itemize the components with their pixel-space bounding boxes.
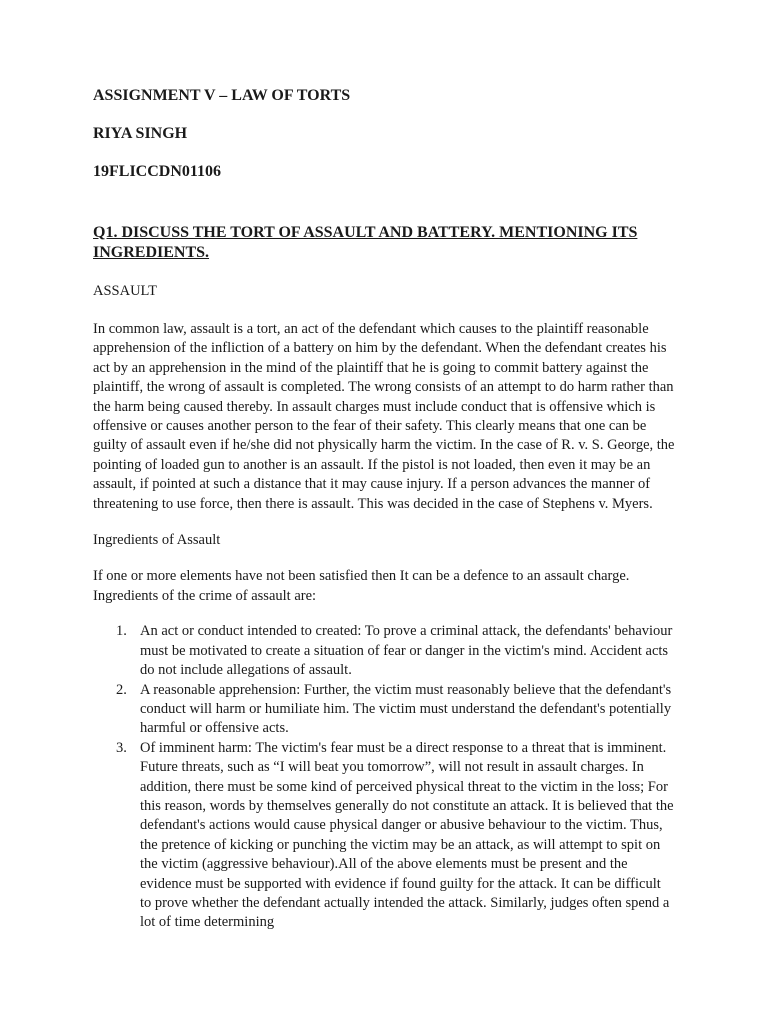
question-heading: Q1. DISCUSS THE TORT OF ASSAULT AND BATTERY. MENTIONING ITS INGREDIENTS. <box>93 224 638 261</box>
student-id: 19FLICCDN01106 <box>93 163 222 180</box>
section-title-assault: ASSAULT <box>93 283 157 299</box>
list-item-number: 1. <box>116 623 127 640</box>
list-item <box>93 739 675 933</box>
list-item-text: An act or conduct intended to created: To prove a criminal attack, the defendants' behaviour must be motivated to create a situation of fear or danger in the victim's mind. Accident acts do not include allegations of assault. <box>140 623 673 679</box>
ingredients-subheading: Ingredients of Assault <box>93 532 221 549</box>
student-name: RIYA SINGH <box>93 125 188 142</box>
assault-paragraph: In common law, assault is a tort, an act of the defendant which causes to the plaintiff reasonable apprehension of the infliction of a battery on him by the defendant. When the defendant creates his act by an apprehension in the mind of the plaintiff that he is going to commit battery against the plaintiff, the wrong of assault is completed. The wrong consists of an attempt to do harm rather than the harm being caused thereby. In assault charges must include conduct that is offensive which is offensive or causes another person to the fear of their safety. This clearly means that one can be guilty of assault even if he/she did not physically harm the victim. In the case of R. v. S. George, the pointing of loaded gun to another is an assault. If the pistol is not loaded, then even it may be an assault, if pointed at such a distance that it may cause injury. If a person advances the manner of threatening to use force, then there is assault. This was decided in the case of Stephens v. Myers. <box>93 321 675 512</box>
ingredients-list <box>93 622 675 933</box>
list-item-number: 2. <box>116 681 127 698</box>
list-item-number: 3. <box>116 739 127 756</box>
document-body <box>93 86 675 933</box>
list-item <box>93 681 675 739</box>
list-item-text: Of imminent harm: The victim's fear must be a direct response to a threat that is imminent. Future threats, such as “I will beat you tomorrow”, will not result in assault charges. In addition, there must be some kind of perceived physical threat to the victim in the loss; For this reason, words by themselves generally do not constitute an attack. It is believed that the defendant's actions would cause physical danger or abusive behaviour to the victim. Thus, the pretence of kicking or punching the victim may be an attack, as will attempt to spit on the victim (aggressive behaviour).All of the above elements must be present and the evidence must be supported with evidence if found guilty for the attack. It can be difficult to prove whether the defendant actually intended the attack. Similarly, judges often spend a lot of time determining <box>140 739 674 931</box>
ingredients-intro-paragraph: If one or more elements have not been satisfied then It can be a defence to an assault charge. Ingredients of the crime of assault are: <box>93 568 630 604</box>
list-item-text: A reasonable apprehension: Further, the victim must reasonably believe that the defendant's conduct will harm or humiliate him. The victim must understand the defendant's potentially harmful or offensive acts. <box>140 681 672 737</box>
list-item <box>93 622 675 680</box>
assignment-title: ASSIGNMENT V – LAW OF TORTS <box>93 87 351 104</box>
